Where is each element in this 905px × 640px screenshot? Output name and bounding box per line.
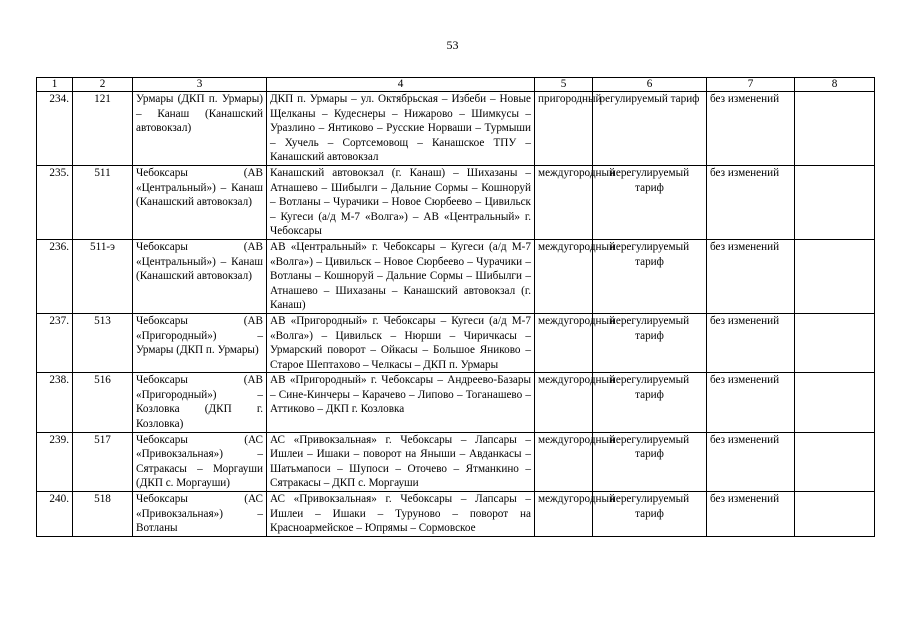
row-number: 237. [37,313,73,372]
column-header: 4 [267,78,535,92]
change-status: без изменений [707,239,795,313]
table-row [37,313,875,372]
registration-number: 511-э [73,239,133,313]
row-number: 240. [37,492,73,537]
registration-number: 121 [73,92,133,166]
column-header: 8 [795,78,875,92]
table-row [37,492,875,537]
route-name: Чебоксары (АС «Привокзальная») – Сятракасы – Моргауши (ДКП с. Моргауши) [133,432,267,491]
column-header: 7 [707,78,795,92]
tariff-type: нерегулируемый тариф [593,165,707,239]
route-name: Чебоксары (АВ «Пригородный») – Урмары (ДКП п. Урмары) [133,313,267,372]
row-number: 234. [37,92,73,166]
route-path: АВ «Пригородный» г. Чебоксары – Кугеси (а/д М-7 «Волга») – Цивильск – Нюрши – Чиричкасы – Урмарский поворот – Ойкасы – Большое Яниково – Старое Шептахово – Челкасы – ДКП п. Урмары [267,313,535,372]
page-number: 53 [446,38,459,52]
route-name: Урмары (ДКП п. Урмары) – Канаш (Канашский автовокзал) [133,92,267,166]
extra-cell [795,165,875,239]
change-status: без изменений [707,313,795,372]
row-number: 236. [37,239,73,313]
change-status: без изменений [707,492,795,537]
tariff-type: нерегулируемый тариф [593,239,707,313]
change-status: без изменений [707,373,795,432]
route-path: АВ «Пригородный» г. Чебоксары – Андреево-Базары – Сине-Кинчеры – Карачево – Липово – Тоганашево – Аттиково – ДКП г. Козловка [267,373,535,432]
route-type: пригородный [535,92,593,166]
column-header: 3 [133,78,267,92]
column-header: 2 [73,78,133,92]
route-path: АС «Привокзальная» г. Чебоксары – Лапсары – Ишлеи – Ишаки – Туруново – поворот на Красноармейское – Юпрямы – Сормовское [267,492,535,537]
column-header: 6 [593,78,707,92]
table-row [37,92,875,166]
extra-cell [795,432,875,491]
route-name: Чебоксары (АВ «Пригородный») – Козловка (ДКП г. Козловка) [133,373,267,432]
column-header: 1 [37,78,73,92]
registration-number: 513 [73,313,133,372]
extra-cell [795,239,875,313]
tariff-type: нерегулируемый тариф [593,492,707,537]
route-name: Чебоксары (АВ «Центральный») – Канаш (Канашский автовокзал) [133,239,267,313]
extra-cell [795,492,875,537]
route-path: АВ «Центральный» г. Чебоксары – Кугеси (а/д М-7 «Волга») – Цивильск – Новое Сюрбеево – Чурачики – Вотланы – Кошноруй – Дальние Сормы – Шибылги – Атнашево – Шихазаны – Канашский автовокзал (г. Канаш) [267,239,535,313]
route-type: междугородный [535,492,593,537]
registration-number: 511 [73,165,133,239]
table-row [37,239,875,313]
route-type: междугородный [535,432,593,491]
registration-number: 516 [73,373,133,432]
extra-cell [795,313,875,372]
change-status: без изменений [707,92,795,166]
extra-cell [795,373,875,432]
extra-cell [795,92,875,166]
row-number: 239. [37,432,73,491]
route-path: ДКП п. Урмары – ул. Октябрьская – Избеби – Новые Щелканы – Кудеснеры – Нижарово – Шимкусы – Уразлино – Янтиково – Русские Норваши – Турмыши – Хучель – Сортсемовощ – Канашское ТПУ – Канашский автовокзал [267,92,535,166]
route-name: Чебоксары (АВ «Центральный») – Канаш (Канашский автовокзал) [133,165,267,239]
row-number: 238. [37,373,73,432]
route-path: Канашский автовокзал (г. Канаш) – Шихазаны – Атнашево – Шибылги – Дальние Сормы – Кошноруй – Вотланы – Чурачики – Новое Сюрбеево – Цивильск – Кугеси (а/д М-7 «Волга») – АВ «Центральный» г. Чебоксары [267,165,535,239]
table-row [37,373,875,432]
route-type: междугородный [535,373,593,432]
change-status: без изменений [707,432,795,491]
route-type: междугородный [535,239,593,313]
routes-table [36,77,875,537]
table-row [37,165,875,239]
header-row [37,78,875,92]
registration-number: 517 [73,432,133,491]
table-row [37,432,875,491]
column-header: 5 [535,78,593,92]
tariff-type: нерегулируемый тариф [593,373,707,432]
tariff-type: нерегулируемый тариф [593,313,707,372]
route-path: АС «Привокзальная» г. Чебоксары – Лапсары – Ишлеи – Ишаки – поворот на Яныши – Авданкасы – Шатьмапоси – Шупоси – Оточево – Ятманкино – Сятракасы – ДКП с. Моргауши [267,432,535,491]
row-number: 235. [37,165,73,239]
change-status: без изменений [707,165,795,239]
route-type: междугородный [535,165,593,239]
registration-number: 518 [73,492,133,537]
route-type: междугородный [535,313,593,372]
tariff-type: нерегулируемый тариф [593,432,707,491]
route-name: Чебоксары (АС «Привокзальная») – Вотланы [133,492,267,537]
tariff-type: регулируемый тариф [593,92,707,166]
